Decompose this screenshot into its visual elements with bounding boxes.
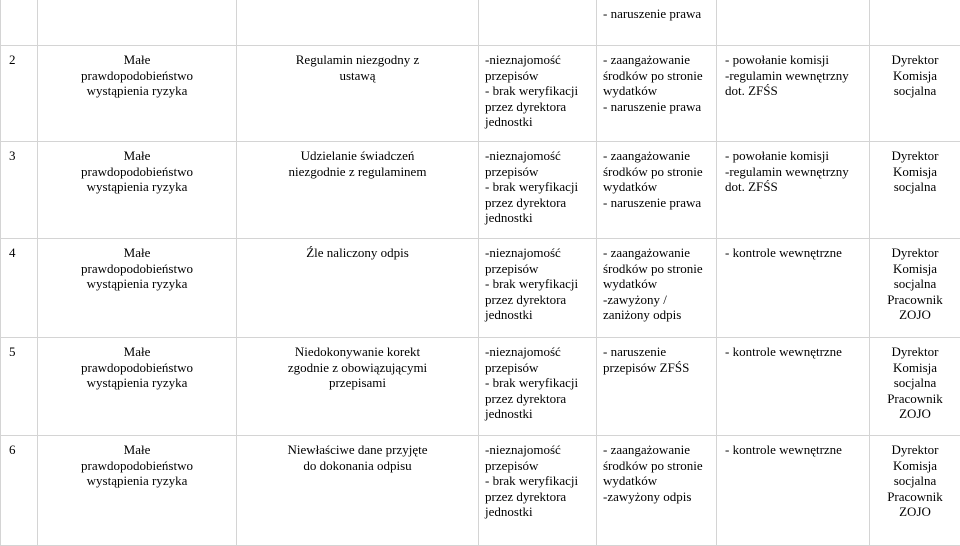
row-number: 4 <box>1 239 38 338</box>
responsible-cell: Dyrektor Komisja socjalna <box>870 46 960 142</box>
risk-name-cell: Niedokonywanie korekt zgodnie z obowiązującymi przepisami <box>237 338 479 436</box>
causes-cell <box>479 0 597 46</box>
row-number: 6 <box>1 436 38 546</box>
row-number: 2 <box>1 46 38 142</box>
responsible-cell: Dyrektor Komisja socjalna Pracownik ZOJO <box>870 239 960 338</box>
responsible-cell <box>870 0 960 46</box>
responsible-cell: Dyrektor Komisja socjalna Pracownik ZOJO <box>870 436 960 546</box>
effects-cell: - zaangażowanie środków po stronie wydatków - naruszenie prawa <box>597 142 717 239</box>
actions-cell: - kontrole wewnętrzne <box>717 239 870 338</box>
table-row <box>1 239 960 338</box>
causes-cell: -nieznajomość przepisów - brak weryfikacji przez dyrektora jednostki <box>479 142 597 239</box>
causes-cell: -nieznajomość przepisów - brak weryfikacji przez dyrektora jednostki <box>479 436 597 546</box>
actions-cell: - powołanie komisji -regulamin wewnętrzny dot. ZFŚS <box>717 46 870 142</box>
table-row <box>1 46 960 142</box>
causes-cell: -nieznajomość przepisów - brak weryfikacji przez dyrektora jednostki <box>479 239 597 338</box>
risk-name-cell: Źle naliczony odpis <box>237 239 479 338</box>
probability-cell <box>38 0 237 46</box>
probability-cell: Małe prawdopodobieństwo wystąpienia ryzyka <box>38 436 237 546</box>
effects-cell: - zaangażowanie środków po stronie wydatków - naruszenie prawa <box>597 46 717 142</box>
probability-cell: Małe prawdopodobieństwo wystąpienia ryzyka <box>38 338 237 436</box>
table-row <box>1 0 960 46</box>
actions-cell: - powołanie komisji -regulamin wewnętrzny dot. ZFŚS <box>717 142 870 239</box>
row-number: 5 <box>1 338 38 436</box>
probability-cell: Małe prawdopodobieństwo wystąpienia ryzyka <box>38 46 237 142</box>
actions-cell <box>717 0 870 46</box>
row-number <box>1 0 38 46</box>
table-row <box>1 338 960 436</box>
responsible-cell: Dyrektor Komisja socjalna Pracownik ZOJO <box>870 338 960 436</box>
probability-cell: Małe prawdopodobieństwo wystąpienia ryzyka <box>38 142 237 239</box>
responsible-cell: Dyrektor Komisja socjalna <box>870 142 960 239</box>
actions-cell: - kontrole wewnętrzne <box>717 338 870 436</box>
effects-cell: - zaangażowanie środków po stronie wydatków -zawyżony / zaniżony odpis <box>597 239 717 338</box>
risk-name-cell: Regulamin niezgodny z ustawą <box>237 46 479 142</box>
causes-cell: -nieznajomość przepisów - brak weryfikacji przez dyrektora jednostki <box>479 338 597 436</box>
effects-cell: - naruszenie prawa <box>597 0 717 46</box>
probability-cell: Małe prawdopodobieństwo wystąpienia ryzyka <box>38 239 237 338</box>
risk-name-cell: Udzielanie świadczeń niezgodnie z regulaminem <box>237 142 479 239</box>
actions-cell: - kontrole wewnętrzne <box>717 436 870 546</box>
effects-cell: - naruszenie przepisów ZFŚS <box>597 338 717 436</box>
row-number: 3 <box>1 142 38 239</box>
table-row <box>1 142 960 239</box>
table-row <box>1 436 960 546</box>
effects-cell: - zaangażowanie środków po stronie wydatków -zawyżony odpis <box>597 436 717 546</box>
risk-name-cell <box>237 0 479 46</box>
risk-name-cell: Niewłaściwe dane przyjęte do dokonania odpisu <box>237 436 479 546</box>
causes-cell: -nieznajomość przepisów - brak weryfikacji przez dyrektora jednostki <box>479 46 597 142</box>
